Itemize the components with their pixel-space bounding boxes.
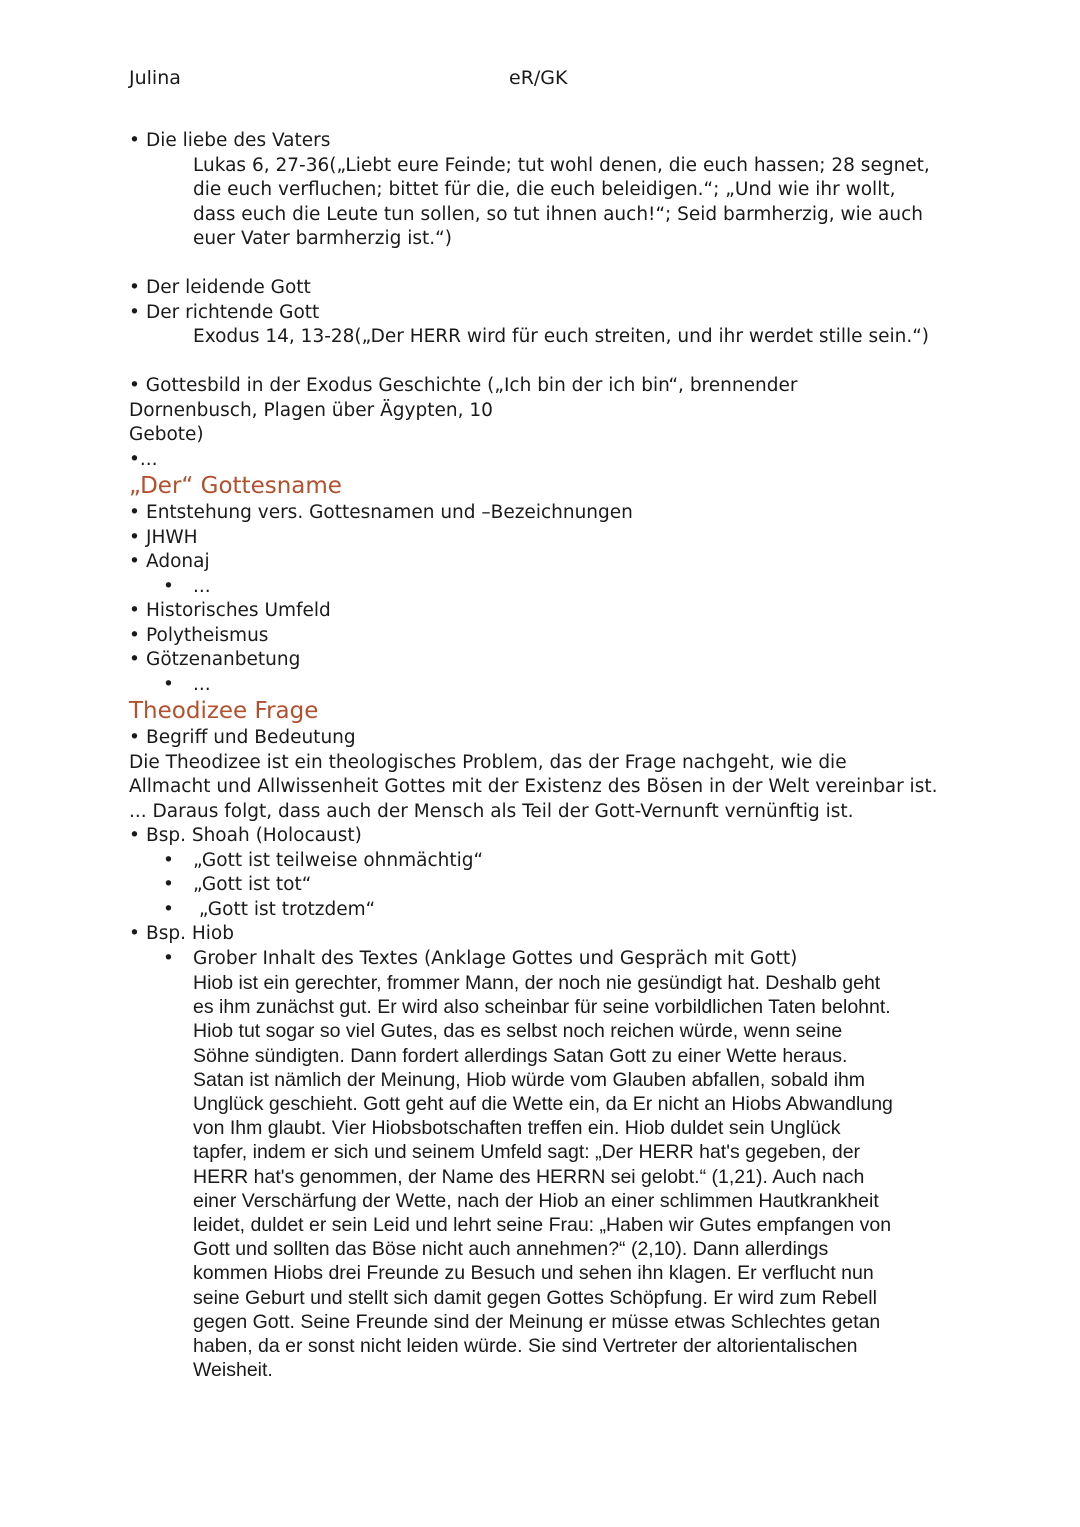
bullet-icon: • xyxy=(129,277,140,298)
text-line: leidet, duldet er sein Leid und lehrt seine Frau: „Haben wir Gutes empfangen von xyxy=(193,1214,892,1237)
bullet-icon: • xyxy=(163,947,174,969)
list-item: • Bsp. Hiob xyxy=(129,922,959,947)
list-item: • Begriff und Bedeutung xyxy=(129,726,959,751)
text-line: tapfer, indem er sich und seinem Umfeld sagt: „Der HERR hat's gegeben, der xyxy=(193,1141,861,1164)
bullet-icon: • xyxy=(163,874,174,895)
bullet-icon: • xyxy=(129,624,140,646)
bullet-icon: • xyxy=(129,502,140,523)
text-line: Exodus 14, 13-28(„Der HERR wird für euch streiten, und ihr werdet stille sein.“) xyxy=(193,326,930,347)
text-line: Lukas 6, 27-36(„Liebt eure Feinde; tut wohl denen, die euch hassen; 28 segnet, xyxy=(193,154,930,176)
bullet-icon: • xyxy=(129,600,140,621)
list-item: • Götzenanbetung xyxy=(129,648,959,673)
list-item: • JHWH xyxy=(129,526,959,551)
text-line: es ihm zunächst gut. Er wird also scheinbar für seine vorbildlichen Taten belohnt. xyxy=(193,996,891,1019)
list-item: • Entstehung vers. Gottesnamen und –Bezeichnungen xyxy=(129,501,959,526)
spacer xyxy=(129,350,959,375)
bullet-icon: • xyxy=(163,898,174,920)
text-line: Söhne sündigten. Dann fordert allerdings Satan Gott zu einer Wette heraus. xyxy=(193,1044,848,1067)
list-ellipsis: •... xyxy=(129,448,158,470)
text-line: dass euch die Leute tun sollen, so tut ihnen auch!“; Seid barmherzig, wie auch xyxy=(193,203,923,225)
bullet-icon: • xyxy=(129,649,140,670)
spacer xyxy=(129,252,959,277)
text-line: ... Daraus folgt, dass auch der Mensch als Teil der Gott-Vernunft vernünftig ist. xyxy=(129,800,854,822)
list-item: • „Gott ist tot“ xyxy=(129,873,959,898)
text-line: Dornenbusch, Plagen über Ägypten, 10 xyxy=(129,399,493,421)
bullet-icon: • xyxy=(129,551,140,572)
bullet-icon: • xyxy=(129,727,140,748)
list-item: • „Gott ist teilweise ohnmächtig“ xyxy=(129,849,959,874)
text-line: einer Verschärfung der Wette, nach der Hiob an einer schlimmen Hautkrankheit xyxy=(193,1189,879,1212)
list-item: • Polytheismus xyxy=(129,624,959,649)
text-line: HERR hat's genommen, der Name des HERRN sei gelobt.“ (1,21). Auch nach xyxy=(193,1165,865,1188)
bullet-icon: • xyxy=(163,849,174,871)
text-line: • Gottesbild in der Exodus Geschichte („Ich bin der ich bin“, brennender xyxy=(129,375,798,396)
text-line: Hiob tut sogar so viel Gutes, das es selbst noch reichen würde, wenn seine xyxy=(193,1020,843,1043)
list-item: • ... xyxy=(129,673,959,698)
text-line: Gebote) xyxy=(129,424,204,445)
text-line: Weisheit. xyxy=(193,1359,273,1382)
text-line: von Ihm glaubt. Vier Hiobsbotschaften treffen ein. Hiob duldet sein Unglück xyxy=(193,1117,841,1140)
section-heading: Theodizee Frage xyxy=(129,698,319,724)
text-line: kommen Hiobs drei Freunde zu Besuch und sehen ihn klagen. Er verflucht nun xyxy=(193,1262,874,1285)
bullet-icon: • xyxy=(129,526,140,548)
text-line: Gott und sollten das Böse nicht auch annehmen?“ (2,10). Dann allerdings xyxy=(193,1238,829,1261)
list-item: • Der leidende Gott xyxy=(129,276,959,301)
section-heading: „Der“ Gottesname xyxy=(129,473,342,499)
bullet-icon: • xyxy=(129,825,140,846)
text-line: Unglück geschieht. Gott geht auf die Wette ein, da Er nicht an Hiobs Abwandlung xyxy=(193,1093,893,1116)
document-body xyxy=(129,129,959,1382)
bullet-icon: • xyxy=(163,575,174,597)
header-author: Julina xyxy=(129,67,181,89)
text-line: gegen Gott. Seine Freunde sind der Meinung er müsse etwas Schlechtes getan xyxy=(193,1310,881,1333)
text-line: seine Geburt und stellt sich damit gegen Gottes Schöpfung. Er wird zum Rebell xyxy=(193,1286,877,1309)
text-line: Satan ist nämlich der Meinung, Hiob würde vom Glauben abfallen, sobald ihm xyxy=(193,1068,866,1091)
text-line: haben, da er sonst nicht leiden würde. Sie sind Vertreter der altorientalischen xyxy=(193,1335,858,1358)
bullet-icon: • xyxy=(129,130,140,151)
list-item: • Grober Inhalt des Textes (Anklage Gottes und Gespräch mit Gott) xyxy=(129,947,959,972)
list-item: • Der richtende Gott xyxy=(129,301,959,326)
list-item: • „Gott ist trotzdem“ xyxy=(129,898,959,923)
text-line: die euch verfluchen; bittet für die, die euch beleidigen.“; „Und wie ihr wollt, xyxy=(193,179,896,200)
text-line: Hiob ist ein gerechter, frommer Mann, der noch nie gesündigt hat. Deshalb geht xyxy=(193,972,881,994)
text-line: Allmacht und Allwissenheit Gottes mit der Existenz des Bösen in der Welt vereinbar ist. xyxy=(129,776,938,797)
text-line: euer Vater barmherzig ist.“) xyxy=(193,228,452,249)
list-item: • ... xyxy=(129,575,959,600)
bullet-icon: • xyxy=(163,673,174,695)
list-item: • Bsp. Shoah (Holocaust) xyxy=(129,824,959,849)
bullet-icon: • xyxy=(129,301,140,323)
text-line: Die Theodizee ist ein theologisches Problem, das der Frage nachgeht, wie die xyxy=(129,751,847,773)
list-item: • Historisches Umfeld xyxy=(129,599,959,624)
bullet-icon: • xyxy=(129,923,140,944)
header-course: eR/GK xyxy=(509,67,568,89)
list-item: • Die liebe des Vaters xyxy=(129,129,959,154)
list-item: • Adonaj xyxy=(129,550,959,575)
